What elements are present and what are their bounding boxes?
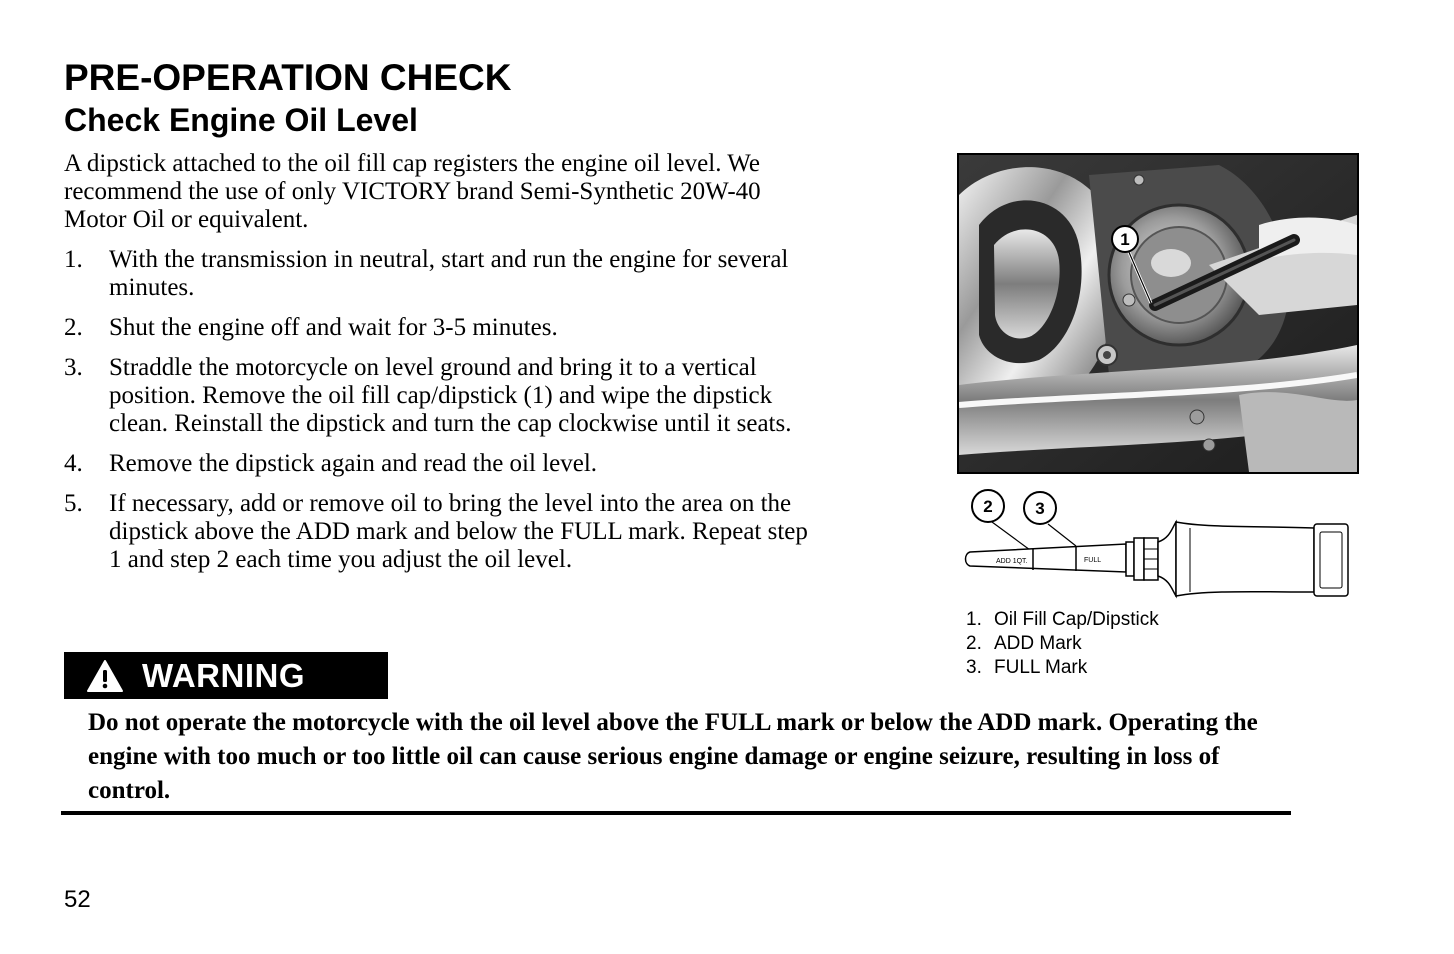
page-number: 52 [64, 886, 91, 913]
legend-number: 3. [966, 657, 982, 678]
step-text: If necessary, add or remove oil to bring the level into the area on the dipstick above the ADD mark and below the FULL mark. Repeat step 1 and step 2 each time you adjust the oil level. [109, 490, 808, 573]
step-number: 3. [64, 354, 83, 381]
step-text: Shut the engine off and wait for 3-5 minutes. [109, 314, 558, 341]
legend-label: FULL Mark [994, 657, 1088, 678]
step-number: 5. [64, 490, 83, 517]
section-title: Check Engine Oil Level [64, 102, 418, 138]
legend-number: 1. [966, 609, 982, 630]
legend-number: 2. [966, 633, 982, 654]
step-number: 2. [64, 314, 83, 341]
steps-list [64, 246, 824, 586]
add-mark-text: ADD 1QT. [996, 558, 1028, 565]
divider-rule [61, 811, 1291, 815]
warning-label: WARNING [142, 656, 305, 694]
step-number: 4. [64, 450, 83, 477]
dipstick-diagram [958, 488, 1350, 600]
list-item [64, 314, 824, 342]
list-item [64, 450, 824, 478]
step-text: Straddle the motorcycle on level ground and bring it to a vertical position. Remove the oil fill cap/dipstick (1) and wipe the dipstick clean. Reinstall the dipstick and turn the cap clockwise until it seats. [109, 354, 792, 437]
step-number: 1. [64, 246, 83, 273]
full-mark-text: FULL [1084, 557, 1102, 564]
page-title: PRE-OPERATION CHECK [64, 57, 512, 98]
warning-triangle-icon [86, 659, 124, 693]
engine-photo-drawing [959, 155, 1357, 472]
warning-banner [64, 652, 388, 699]
list-item [64, 246, 824, 302]
engine-photo [957, 153, 1359, 474]
callout-3: 3 [1035, 499, 1045, 518]
callout-1: 1 [1120, 230, 1130, 249]
legend-item [966, 608, 1159, 632]
callout-2: 2 [983, 497, 993, 516]
warning-text: Do not operate the motorcycle with the oil level above the FULL mark or below the ADD mark. Operating the engine with too much or too little oil can cause serious engine damage or engine seizure, resulting in loss of control. [88, 709, 1258, 804]
list-item [64, 490, 824, 574]
figure-legend [966, 608, 1159, 680]
list-item [64, 354, 824, 438]
legend-label: ADD Mark [994, 633, 1082, 654]
legend-item [966, 656, 1159, 680]
legend-item [966, 632, 1159, 656]
step-text: Remove the dipstick again and read the oil level. [109, 450, 598, 477]
step-text: With the transmission in neutral, start and run the engine for several minutes. [109, 246, 789, 301]
intro-paragraph: A dipstick attached to the oil fill cap registers the engine oil level. We recommend the use of only VICTORY brand Semi-Synthetic 20W-40 Motor Oil or equivalent. [64, 150, 761, 233]
legend-label: Oil Fill Cap/Dipstick [994, 609, 1159, 630]
